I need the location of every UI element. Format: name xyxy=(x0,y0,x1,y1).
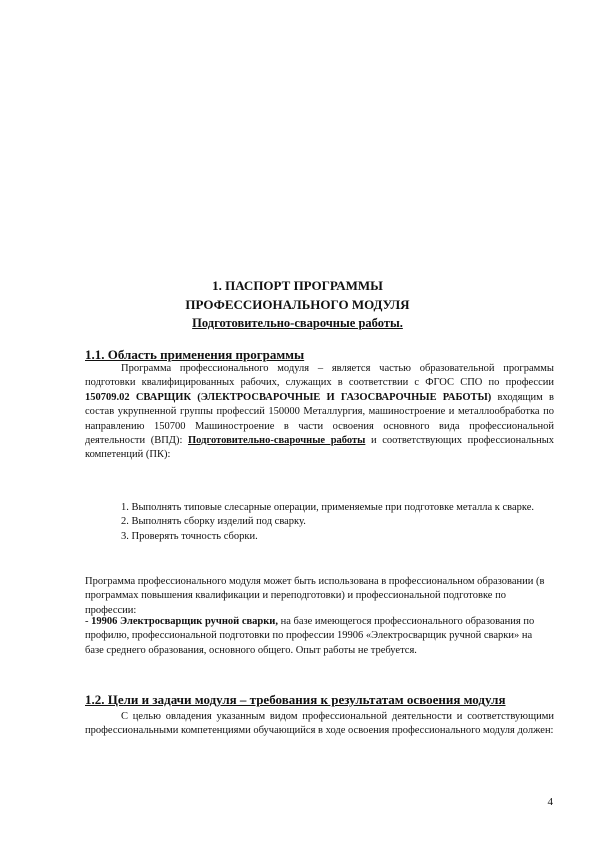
section-2-paragraph xyxy=(85,710,554,739)
section-2-text: С целью овладения указанным видом профессиональной деятельности и соответствующими профессиональными компетенциями обучающийся в ходе освоения профессионального модуля должен: xyxy=(85,711,554,737)
title-subtitle: Подготовительно-сварочные работы. xyxy=(192,316,403,330)
dash-prefix: - xyxy=(85,616,92,627)
para-text-b: входящим в состав укрупненной группы профессий 150000 Металлургия, машиностроение и металлообработка по направлению 150700 Машиностроение в части освоения основного вида профессиональной деятельности (ВПД): xyxy=(85,391,554,447)
section-1-paragraph xyxy=(85,362,554,463)
title-line-2: ПРОФЕССИОНАЛЬНОГО МОДУЛЯ xyxy=(185,297,410,312)
page-number: 4 xyxy=(547,796,553,808)
list-item: 3. Проверять точность сборки. xyxy=(121,530,258,542)
title-line-1: 1. ПАСПОРТ ПРОГРАММЫ xyxy=(212,278,383,293)
list-item: 2. Выполнять сборку изделий под сварку. xyxy=(121,516,306,528)
profession-code: 150709.02 СВАРЩИК (ЭЛЕКТРОСВАРОЧНЫЕ И ГАЗОСВАРОЧНЫЕ РАБОТЫ) xyxy=(85,391,492,403)
competencies-list xyxy=(121,501,554,544)
activity-type: Подготовительно-сварочные работы xyxy=(188,435,366,447)
para-text-a: Программа профессионального модуля – является частью образовательной программы подготовки квалифицированных рабочих, служащих в соответствии с ФГОС СПО по профессии xyxy=(85,363,554,389)
profession-name: 19906 Электросварщик ручной сварки, xyxy=(91,616,278,627)
list-item: 1. Выполнять типовые слесарные операции, применяемые при подготовке металла к сварке. xyxy=(121,502,535,513)
profession-paragraph xyxy=(85,615,545,658)
section-1-heading: 1.1. Область применения программы xyxy=(85,347,305,362)
profession-description: на базе имеющегося профессионального образования по профилю, профессиональной подготовки по профессии 19906 «Электросварщик ручной сварки» на базе среднего образования, основного общего. Опыт работы не требуется. xyxy=(85,616,535,656)
para-text-c: и соответствующих профессиональных компетенций (ПК): xyxy=(85,435,554,461)
usage-paragraph: Программа профессионального модуля может быть использована в профессиональном образовании (в программах повышения квалификации и переподготовки) и профессиональной подготовке по профессии: xyxy=(85,576,545,616)
section-2-heading: 1.2. Цели и задачи модуля – требования к результатам освоения модуля xyxy=(85,692,506,707)
title-block xyxy=(0,276,595,333)
